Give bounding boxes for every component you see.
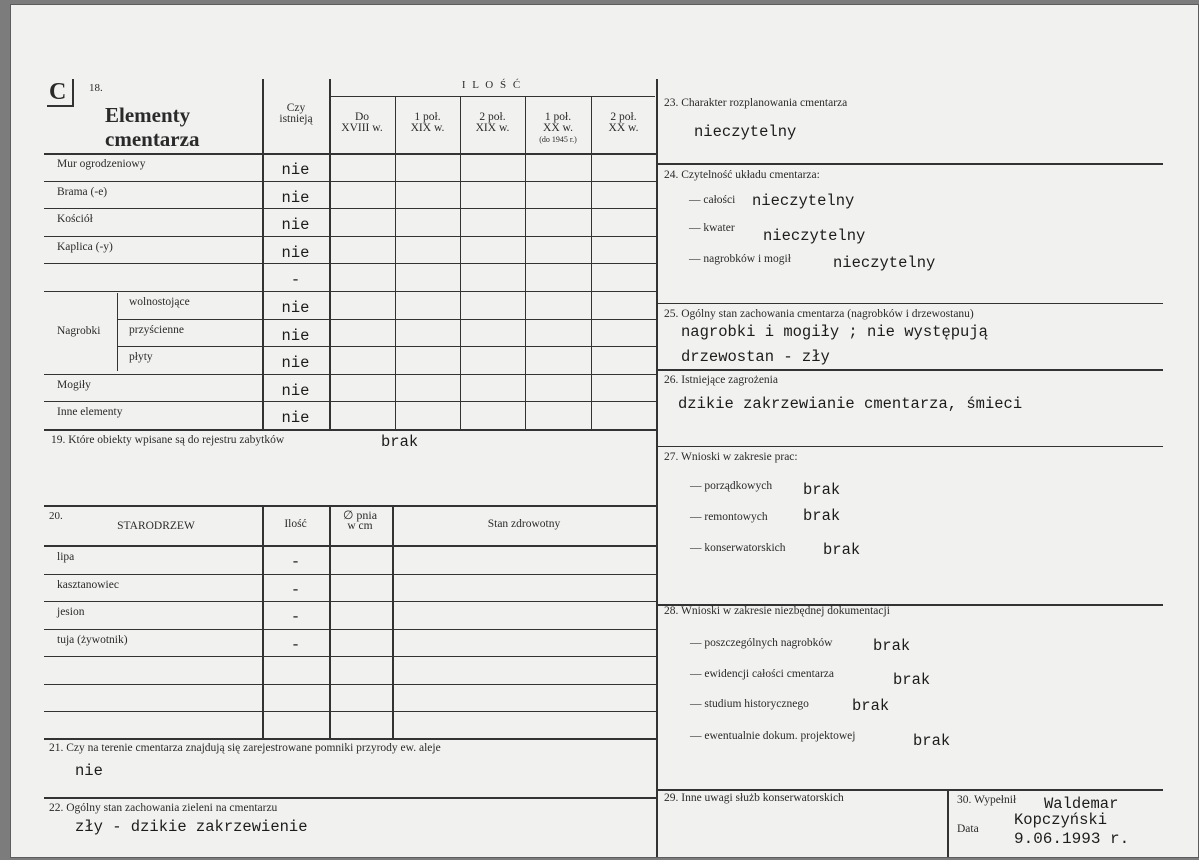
- section-letter-rule: [72, 79, 74, 105]
- s30-name-first: Waldemar: [1044, 795, 1119, 813]
- s20-row-value: -: [290, 580, 301, 599]
- s26-label: 26. Istniejące zagrożenia: [664, 374, 778, 386]
- s18-row-rule: [44, 181, 656, 182]
- s18-period-header-2: [395, 112, 460, 134]
- s18-period-header-2-line-1: 1 poł.: [414, 111, 441, 123]
- s18-row-rule: [117, 346, 656, 347]
- s18-row-rule: [44, 401, 656, 402]
- s21-bottom-rule: [44, 797, 656, 799]
- s19-value: brak: [381, 433, 419, 451]
- s18-row-rule: [44, 374, 656, 375]
- s20-ilosc-header: Ilość: [284, 518, 307, 530]
- s28-item-2-value: brak: [893, 671, 931, 689]
- s19-bottom-rule: [44, 505, 656, 507]
- s18-period-header-1-line-1: Do: [354, 111, 370, 123]
- s18-row-rule: [44, 263, 656, 264]
- s20-row-rule: [44, 574, 656, 575]
- s18-header-bottom: [44, 153, 656, 155]
- s24-item-1-label: — całości: [689, 194, 736, 206]
- s18-period-header-4: [525, 112, 591, 145]
- s18-row-label: Kościół: [57, 213, 93, 226]
- s21-value: nie: [75, 762, 103, 780]
- s18-row-label: płyty: [129, 351, 153, 364]
- s18-row-label: Mogiły: [57, 378, 91, 391]
- s27-item-3-label: — konserwatorskich: [690, 542, 786, 554]
- s18-period-header-5-line-2: XX w.: [608, 122, 639, 134]
- s18-row-label: przyścienne: [129, 323, 184, 336]
- s18-period-header-3-line-2: XIX w.: [475, 122, 510, 134]
- s18-title-line1: Elementy: [105, 103, 191, 127]
- s18-row-value: nie: [281, 216, 310, 235]
- s18-row-value: nie: [281, 326, 310, 345]
- s20-stan-header: Stan zdrowotny: [487, 518, 561, 530]
- s18-period-header-3: [460, 112, 525, 134]
- s28-label: 28. Wnioski w zakresie niezbędnej dokumentacji: [664, 605, 890, 617]
- s18-row-label: Kaplica (-y): [57, 240, 113, 253]
- s30-name-last: Kopczyński: [1014, 811, 1108, 829]
- s24-item-3-value: nieczytelny: [833, 254, 936, 272]
- s18-row-value: nie: [281, 354, 310, 373]
- s20-col-rule-3: [392, 507, 394, 738]
- s18-ilosc-underline: [329, 96, 655, 97]
- record-card: [10, 4, 1199, 858]
- s26-value: dzikie zakrzewianie cmentarza, śmieci: [678, 395, 1023, 413]
- s18-row-value: nie: [281, 409, 310, 428]
- s24-item-3-label: — nagrobków i mogił: [689, 253, 791, 265]
- s20-header-bottom: [44, 545, 656, 547]
- s18-title-line2: cmentarza: [105, 127, 200, 151]
- s18-row-label: Brama (-e): [57, 185, 108, 198]
- s18-period-header-5: [591, 112, 656, 134]
- s27-item-2-value: brak: [803, 507, 841, 525]
- s20-bottom-rule: [44, 738, 656, 740]
- s28-item-3-label: — studium historycznego: [690, 698, 809, 710]
- s29-s30-divider: [947, 791, 949, 857]
- s18-row-label: wolnostojące: [129, 296, 190, 308]
- center-divider: [656, 79, 658, 857]
- s24-item-2-value: nieczytelny: [763, 227, 866, 245]
- section-letter-underline: [47, 105, 74, 107]
- s20-row-label: lipa: [57, 551, 75, 563]
- s18-row-rule: [117, 319, 656, 320]
- s27-item-1-value: brak: [803, 481, 841, 499]
- s26-bottom-rule: [658, 446, 1163, 447]
- s20-row-value: -: [290, 553, 301, 571]
- s30-date-label: Data: [957, 823, 979, 835]
- s27-item-2-label: — remontowych: [690, 511, 768, 523]
- s18-nagrobki-divider: [117, 293, 118, 371]
- s18-row-label: Mur ogrodzeniowy: [57, 158, 146, 170]
- s18-row-value: nie: [281, 188, 310, 207]
- s20-row-rule: [44, 629, 656, 630]
- s18-period-header-1-line-2: XVIII w.: [341, 122, 383, 134]
- s28-item-2-label: — ewidencji całości cmentarza: [690, 668, 834, 680]
- s23-value: nieczytelny: [694, 123, 797, 141]
- s18-czy-header: Czy istnieją: [279, 102, 313, 125]
- s20-row-rule: [44, 684, 656, 685]
- s18-row-rule: [44, 208, 656, 209]
- s18-bottom-rule: [44, 429, 656, 431]
- s18-row-label: Inne elementy: [57, 406, 123, 419]
- s18-period-header-4-line-1: 1 poł.: [544, 111, 572, 123]
- s28-bottom-rule: [658, 789, 1163, 791]
- s18-nagrobki-label: Nagrobki: [57, 325, 101, 337]
- s20-row-label: kasztanowiec: [57, 578, 119, 591]
- s27-item-3-value: brak: [823, 541, 861, 559]
- s27-item-1-label: — porządkowych: [690, 480, 773, 492]
- s23-bottom-rule: [658, 163, 1163, 165]
- s24-item-2-label: — kwater: [689, 222, 735, 234]
- s18-row-value: nie: [281, 381, 310, 400]
- s27-label: 27. Wnioski w zakresie prac:: [664, 451, 798, 463]
- s20-row-value: -: [290, 608, 301, 626]
- s20-row-label: tuja (żywotnik): [57, 633, 128, 646]
- s29-label: 29. Inne uwagi służb konserwatorskich: [664, 792, 844, 804]
- s24-label: 24. Czytelność układu cmentarza:: [664, 169, 820, 181]
- s18-row-value: -: [290, 271, 301, 290]
- s24-bottom-rule: [658, 303, 1163, 304]
- s19-label: 19. Które obiekty wpisane są do rejestru zabytków: [51, 434, 285, 446]
- s18-row-value: nie: [281, 161, 310, 179]
- s18-period-header-3-line-1: 2 poł.: [479, 111, 506, 123]
- s24-item-1-value: nieczytelny: [752, 192, 855, 210]
- s18-ilosc-left-rule: [329, 79, 331, 429]
- s20-number: 20.: [49, 510, 63, 522]
- s22-value: zły - dzikie zakrzewienie: [75, 818, 308, 836]
- s28-item-1-label: — poszczególnych nagrobków: [690, 637, 833, 649]
- s25-label: 25. Ogólny stan zachowania cmentarza (nagrobków i drzewostanu): [664, 308, 974, 320]
- s20-row-rule: [44, 656, 656, 657]
- s18-ilosc-header: I L O Ś Ć: [461, 79, 523, 91]
- s28-item-3-value: brak: [852, 697, 890, 715]
- s18-row-rule: [44, 291, 656, 292]
- s20-name-header: STARODRZEW: [117, 520, 195, 532]
- s20-col-rule-2: [329, 507, 331, 738]
- s25-line1: nagrobki i mogiły ; nie występują: [681, 323, 988, 341]
- s18-row-value: nie: [281, 243, 310, 262]
- s18-number: 18.: [89, 82, 103, 94]
- s20-row-label: jesion: [57, 606, 85, 618]
- s18-period-header-1: [329, 112, 395, 134]
- s21-label: 21. Czy na terenie cmentarza znajdują się zarejestrowane pomniki przyrody ew. aleje: [49, 742, 441, 754]
- s28-item-4-label: — ewentualnie dokum. projektowej: [690, 730, 856, 742]
- s23-label: 23. Charakter rozplanowania cmentarza: [664, 97, 848, 109]
- s20-row-rule: [44, 711, 656, 712]
- s28-item-1-value: brak: [873, 637, 911, 655]
- s28-item-4-value: brak: [913, 732, 951, 750]
- s18-period-header-5-line-1: 2 poł.: [610, 111, 637, 123]
- s20-pnia-header: ∅ pnia w cm: [342, 508, 378, 532]
- s18-period-header-4-line-2: XX w.: [543, 122, 573, 134]
- s25-line2: drzewostan - zły: [681, 348, 830, 366]
- s25-bottom-rule: [658, 369, 1163, 371]
- s18-row-value: nie: [281, 299, 310, 317]
- s20-row-value: -: [290, 635, 301, 654]
- section-letter: C: [49, 79, 67, 105]
- s20-row-rule: [44, 601, 656, 602]
- s18-period-header-4-line-3: (do 1945 r.): [539, 135, 577, 144]
- s30-label: 30. Wypełnił: [957, 794, 1017, 806]
- s18-row-rule: [44, 236, 656, 237]
- s22-label: 22. Ogólny stan zachowania zieleni na cmentarzu: [49, 802, 278, 814]
- s30-date: 9.06.1993 r.: [1014, 830, 1130, 848]
- s18-period-header-2-line-2: XIX w.: [410, 122, 445, 134]
